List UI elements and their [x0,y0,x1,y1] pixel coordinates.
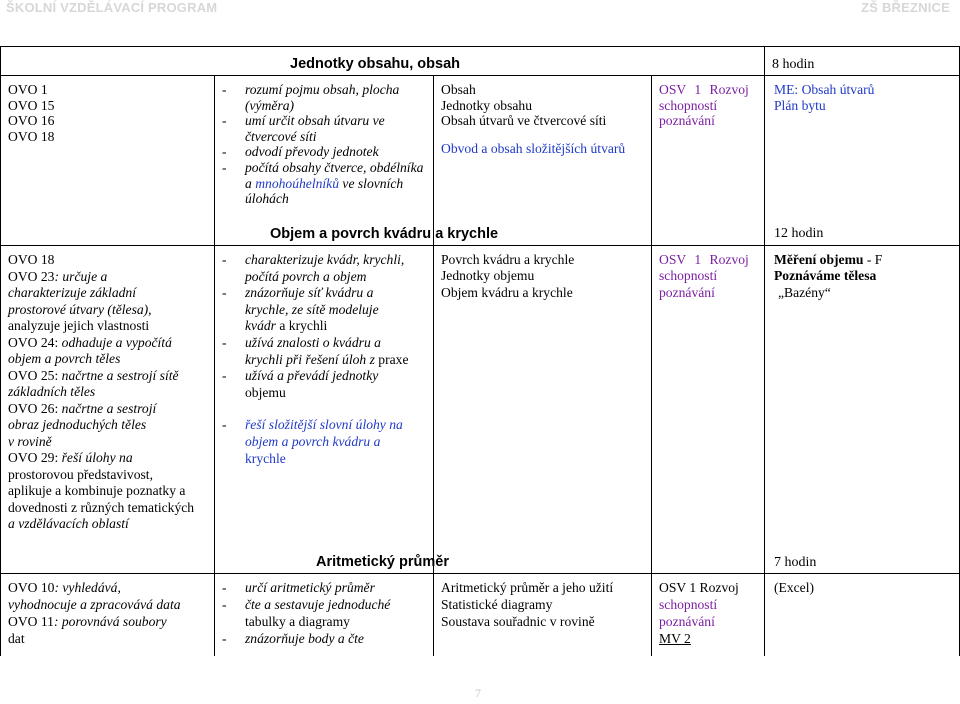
outcomes-area: - rozumí pojmu obsah, plocha (výměra) - umí určit obsah útvaru ve čtvercové síti - odvodí převody jednotek - počítá obsahy čtverce, obdélníka a mnohoúhelníků ve slovních úlohách [222,82,424,207]
section-title-area: Jednotky obsahu, obsah [290,56,460,72]
table-col-divider-4 [764,46,765,656]
section-title-volume: Objem a povrch kvádru a krychle [270,226,499,242]
section-hours-average: 7 hodin [774,555,817,570]
school-header: ZŠ BŘEZNICE [861,0,950,15]
content-average: Aritmetický průměr a jeho užití Statistické diagramy Soustava souřadnic v rovině [441,580,614,629]
table-row-divider-3 [0,573,960,574]
osv-volume: OSV 1 Rozvoj schopností poznávání [659,252,749,300]
section-hours-area: 8 hodin [772,57,815,72]
outcomes-volume: - charakterizuje kvádr, krychli, počítá povrch a objem - znázorňuje síť kvádru a krychle, ze sítě modeluje kvádr a krychli - užívá znalosti o kvádru a krychli při řešení úloh z praxe - užívá a převádí jednotky objemu - řeší složitější slovní úlohy na objem a povrch kvádru a krychle [222,252,409,466]
table-top-border [0,46,960,47]
notes-area: ME: Obsah útvarů Plán bytu [774,82,875,113]
table-col-divider-3 [651,75,652,656]
notes-volume: Měření objemu - F Poznáváme tělesa „Bazény“ [774,252,883,300]
page-number: 7 [475,686,481,700]
osv-average: OSV 1 Rozvoj schopností poznávání MV 2 [659,580,739,646]
table-row-divider-2 [0,245,960,246]
notes-average: (Excel) [774,580,814,595]
content-area: Obsah Jednotky obsahu Obsah útvarů ve čtvercové síti Obvod a obsah složitějších útvarů [441,82,626,156]
section-title-average: Aritmetický průměr [316,554,449,570]
outcomes-average: - určí aritmetický průměr - čte a sestavuje jednoduché tabulky a diagramy - znázorňuje body a čte [222,580,391,646]
table-row-divider-1 [0,75,960,76]
ovo-list-average: OVO 10: vyhledává, vyhodnocuje a zpracovává data OVO 11: porovnává soubory dat [8,580,181,646]
content-volume: Povrch kvádru a krychle Jednotky objemu Objem kvádru a krychle [441,252,575,300]
ovo-list-area: OVO 1 OVO 15 OVO 16 OVO 18 [8,82,55,144]
table-col-divider-1 [214,75,215,656]
section-hours-volume: 12 hodin [774,226,824,241]
program-header: ŠKOLNÍ VZDĚLÁVACÍ PROGRAM [6,0,218,15]
table-left-border [0,46,1,656]
osv-area: OSV 1 Rozvoj schopností poznávání [659,82,749,129]
ovo-list-volume: OVO 18 OVO 23: určuje a charakterizuje základní prostorové útvary (tělesa), analyzuje jejich vlastnosti OVO 24: odhaduje a vypočítá objem a povrch těles OVO 25: načrtne a sestrojí sítě základních těles OVO 26: načrtne a sestrojí obraz jednoduchých těles v rovině OVO 29: řeší úlohy na prostorovou představivost, aplikuje a kombinuje poznatky a dovednosti z různých tematických a vzdělávacích oblastí [8,252,195,531]
